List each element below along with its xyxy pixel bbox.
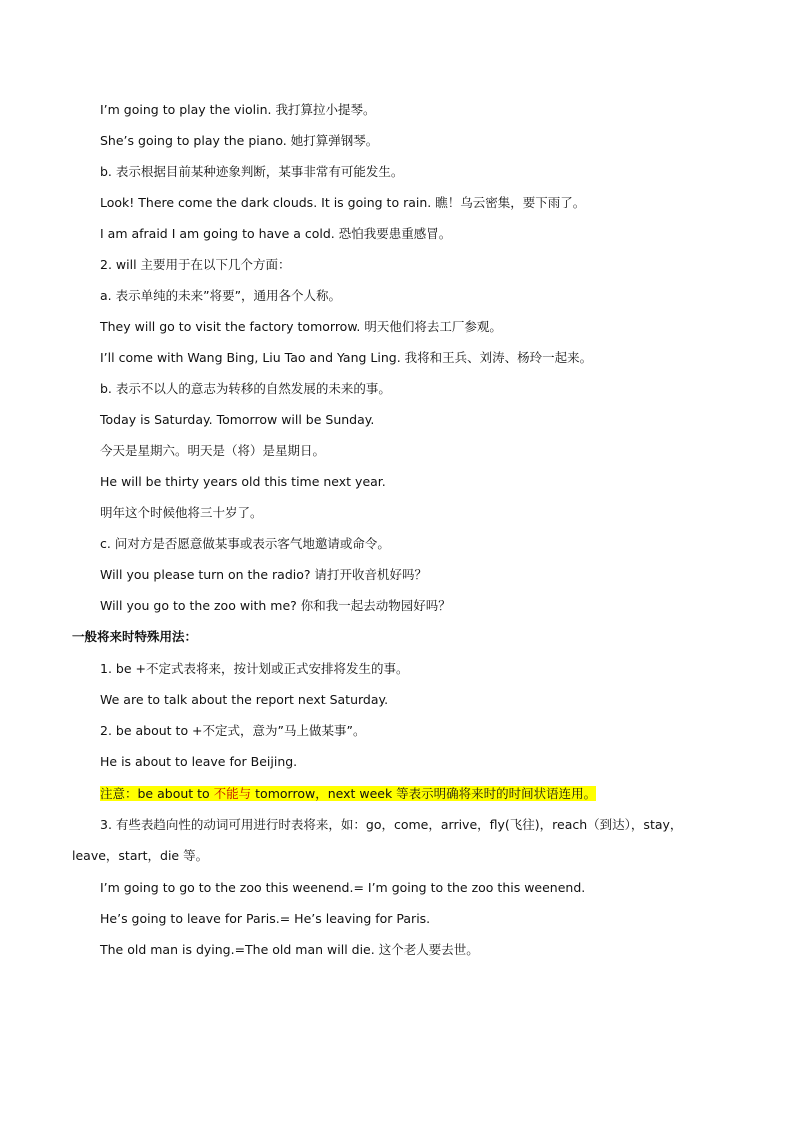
example-cold: I am afraid I am going to have a cold. 恐怕我要患重感冒。: [100, 226, 452, 241]
note-part-3: tomorrow，next week 等表示明确将来时的时间状语连用。: [251, 786, 597, 801]
note-highlight: [100, 786, 596, 802]
section-will: 2. will 主要用于在以下几个方面：: [100, 257, 291, 272]
rule-c-invitation: c. 问对方是否愿意做某事或表示客气地邀请或命令。: [100, 536, 390, 551]
translation-saturday: 今天是星期六。明天是（将）是星期日。: [100, 443, 326, 458]
example-piano: She’s going to play the piano. 她打算弹钢琴。: [100, 133, 379, 148]
rule-be-infinitive: 1. be +不定式表将来，按计划或正式安排将发生的事。: [100, 661, 409, 676]
example-violin: I’m going to play the violin. 我打算拉小提琴。: [100, 102, 376, 117]
translation-thirty: 明年这个时候他将三十岁了。: [100, 505, 263, 520]
example-rain: Look! There come the dark clouds. It is going to rain. 瞧！乌云密集，要下雨了。: [100, 195, 586, 210]
example-saturday: Today is Saturday. Tomorrow will be Sunday.: [100, 412, 375, 427]
section-heading-special-usage: 一般将来时特殊用法：: [72, 629, 198, 644]
note-part-2: 不能与: [213, 786, 252, 801]
example-dying: The old man is dying.=The old man will die. 这个老人要去世。: [100, 942, 479, 957]
example-zoo: Will you go to the zoo with me? 你和我一起去动物园好吗？: [100, 598, 451, 613]
rule-progressive-future: 3. 有些表趋向性的动词可用进行时表将来，如：go，come，arrive，fly(飞往)，reach（到达），stay，leave，start，die 等。: [72, 817, 683, 863]
note-part-1: 注意：be about to: [100, 786, 214, 801]
example-wang-bing: I’ll come with Wang Bing, Liu Tao and Yang Ling. 我将和王兵、刘涛、杨玲一起来。: [100, 350, 593, 365]
rule-be-about-to: 2. be about to +不定式，意为”马上做某事”。: [100, 723, 366, 738]
example-paris: He’s going to leave for Paris.= He’s leaving for Paris.: [100, 911, 431, 926]
example-thirty: He will be thirty years old this time next year.: [100, 474, 386, 489]
example-radio: Will you please turn on the radio? 请打开收音机好吗？: [100, 567, 427, 582]
rule-b-natural: b. 表示不以人的意志为转移的自然发展的未来的事。: [100, 381, 391, 396]
rule-b-evidence: b. 表示根据目前某种迹象判断，某事非常有可能发生。: [100, 164, 404, 179]
example-report: We are to talk about the report next Saturday.: [100, 692, 389, 707]
example-factory: They will go to visit the factory tomorrow. 明天他们将去工厂参观。: [100, 319, 502, 334]
example-beijing: He is about to leave for Beijing.: [100, 754, 298, 769]
rule-a-pure-future: a. 表示单纯的未来”将要”，通用各个人称。: [100, 288, 342, 303]
example-weenend: I’m going to go to the zoo this weenend.= I’m going to the zoo this weenend.: [100, 880, 586, 895]
